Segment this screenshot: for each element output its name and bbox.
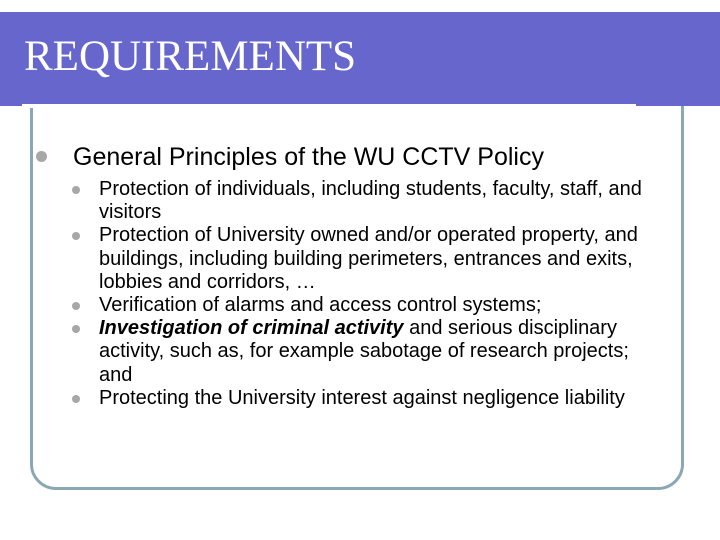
- bullet-dot-icon: [72, 232, 80, 240]
- sub-bullet-text: Protecting the University interest against negligence liability: [99, 386, 625, 409]
- bullet-dot-icon: [72, 325, 80, 333]
- sub-bullet-text: Verification of alarms and access control systems;: [99, 294, 542, 317]
- slide-title: REQUIREMENTS: [24, 33, 357, 80]
- bullet-dot-icon: [72, 186, 80, 194]
- sub-bullet-item: [72, 387, 662, 410]
- bullet-dot-icon: [72, 302, 80, 310]
- sub-bullet-text: Protection of University owned and/or operated property, and buildings, including building perimeters, entrances and exits, lobbies and corridors, …: [99, 224, 638, 293]
- sub-bullet-text: Protection of individuals, including students, faculty, staff, and visitors: [99, 178, 642, 224]
- sub-bullet-list: [72, 178, 662, 410]
- bullet-dot-icon: [72, 395, 80, 403]
- main-bullet-text: General Principles of the WU CCTV Policy: [73, 143, 544, 171]
- sub-bullet-item: [72, 317, 662, 387]
- sub-bullet-emphasis: Investigation of criminal activity: [99, 317, 404, 340]
- sub-bullet-text: and serious disciplinary activity, such as, for example sabotage of research projects; and: [99, 317, 629, 386]
- sub-bullet-item: [72, 178, 662, 224]
- bullet-dot-icon: [36, 151, 47, 162]
- sub-bullet-item: [72, 224, 662, 294]
- sub-bullet-item: [72, 294, 662, 317]
